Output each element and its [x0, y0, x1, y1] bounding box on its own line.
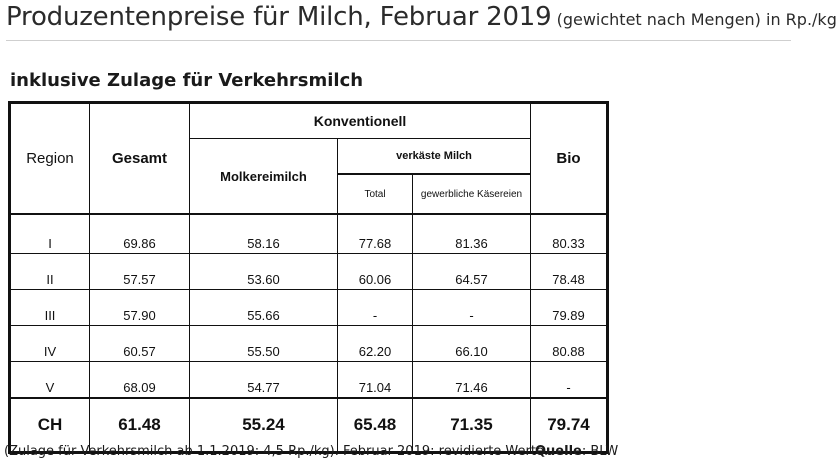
cell-molkerei: 58.16 — [190, 214, 338, 254]
header-bio: Bio — [531, 103, 608, 215]
cell-gesamt: 69.86 — [90, 214, 190, 254]
source-value: : BLW — [581, 444, 619, 459]
cell-region: I — [10, 214, 90, 254]
page-title — [6, 2, 837, 32]
cell-gesamt: 57.90 — [90, 290, 190, 326]
cell-molkerei: 53.60 — [190, 254, 338, 290]
cell-bio: 80.33 — [531, 214, 608, 254]
header-gesamt: Gesamt — [90, 103, 190, 215]
table-row — [10, 326, 608, 362]
cell-molkerei: 54.77 — [190, 362, 338, 399]
header-verkaeste-milch: verkäste Milch — [338, 139, 531, 175]
table-row — [10, 362, 608, 399]
cell-bio: - — [531, 362, 608, 399]
cell-bio-ch: 79.74 — [531, 398, 608, 453]
title-suffix: (gewichtet nach Mengen) in Rp./kg — [556, 10, 837, 29]
table-row — [10, 254, 608, 290]
header-molkereimilch: Molkereimilch — [190, 139, 338, 215]
cell-bio: 78.48 — [531, 254, 608, 290]
price-table — [8, 101, 609, 454]
cell-total: 62.20 — [338, 326, 413, 362]
title-divider — [6, 40, 791, 41]
cell-gewerblich-ch: 71.35 — [413, 398, 531, 453]
cell-gesamt-ch: 61.48 — [90, 398, 190, 453]
source-credit — [535, 444, 618, 459]
cell-region: IV — [10, 326, 90, 362]
table-row — [10, 214, 608, 254]
header-region: Region — [10, 103, 90, 215]
header-gewerbliche-kaesereien: gewerbliche Käsereien — [413, 174, 531, 214]
cell-molkerei: 55.66 — [190, 290, 338, 326]
cell-gesamt: 60.57 — [90, 326, 190, 362]
header-konventionell: Konventionell — [190, 103, 531, 139]
cell-region: V — [10, 362, 90, 399]
cell-total: 60.06 — [338, 254, 413, 290]
cell-region-ch: CH — [37, 415, 63, 434]
cell-bio: 79.89 — [531, 290, 608, 326]
cell-total: 77.68 — [338, 214, 413, 254]
cell-gesamt: 68.09 — [90, 362, 190, 399]
title-main: Produzentenpreise für Milch, Februar 2019 — [6, 2, 552, 32]
source-label: Quelle — [535, 444, 582, 459]
cell-total-ch: 65.48 — [338, 398, 413, 453]
cell-molkerei: 55.50 — [190, 326, 338, 362]
table-row — [10, 290, 608, 326]
cell-total: 71.04 — [338, 362, 413, 399]
cell-total: - — [338, 290, 413, 326]
cell-molkerei-ch: 55.24 — [190, 398, 338, 453]
cell-region: III — [10, 290, 90, 326]
cell-gewerblich: 71.46 — [413, 362, 531, 399]
cell-gewerblich: 66.10 — [413, 326, 531, 362]
table-subtitle: inklusive Zulage für Verkehrsmilch — [10, 70, 364, 91]
cell-gewerblich: 64.57 — [413, 254, 531, 290]
cell-gewerblich: 81.36 — [413, 214, 531, 254]
cell-gewerblich: - — [413, 290, 531, 326]
footnote: (Zulage für Verkehrsmilch ab 1.1.2019: 4,5 Rp./kg). Februar 2019: revidierte Werte. — [4, 444, 549, 459]
cell-gesamt: 57.57 — [90, 254, 190, 290]
header-total: Total — [338, 174, 413, 214]
cell-region: II — [10, 254, 90, 290]
cell-bio: 80.88 — [531, 326, 608, 362]
